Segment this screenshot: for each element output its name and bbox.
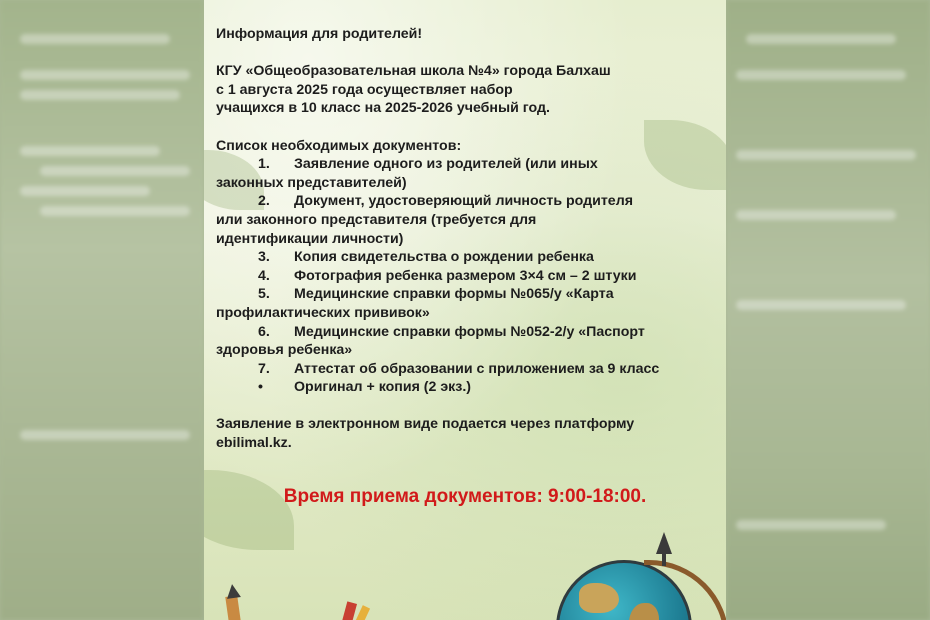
poster-text xyxy=(216,25,716,453)
pencil-illustration xyxy=(225,595,242,620)
red-pencil-illustration xyxy=(337,601,357,620)
list-item: 3. Копия свидетельства о рождении ребенка xyxy=(258,249,594,266)
globe-meridian-illustration xyxy=(644,560,726,620)
intro-line-2: с 1 августа 2025 года осуществляет набор xyxy=(216,81,513,98)
reception-time: Время приема документов: 9:00-18:00. xyxy=(283,486,647,507)
documents-list xyxy=(216,155,716,397)
intro-line-1: КГУ «Общеобразовательная школа №4» города Балхаш xyxy=(216,63,611,80)
online-application-line-1: Заявление в электронном виде подается через платформу xyxy=(216,416,635,433)
globe-axis-illustration xyxy=(662,552,666,566)
list-item-continuation: законных представителей) xyxy=(216,174,407,191)
list-item: 4. Фотография ребенка размером 3×4 см – 2 штуки xyxy=(258,267,637,284)
list-item: 1. Заявление одного из родителей (или иных xyxy=(258,156,598,173)
list-item: 7. Аттестат об образовании с приложением за 9 класс xyxy=(258,360,660,377)
list-item-continuation: идентификации личности) xyxy=(216,230,404,247)
online-application-line-2: ebilimal.kz. xyxy=(216,435,292,452)
blurred-right-background xyxy=(726,0,930,620)
documents-list-title: Список необходимых документов: xyxy=(216,137,462,154)
list-item-continuation: или законного представителя (требуется для xyxy=(216,211,537,228)
list-item: 5. Медицинские справки формы №065/у «Карта xyxy=(258,286,614,303)
pencil-tip-illustration xyxy=(225,583,241,599)
list-item-continuation: здоровья ребенка» xyxy=(216,342,353,359)
announcement-poster xyxy=(204,0,726,620)
intro-line-3: учащихся в 10 класс на 2025-2026 учебный год. xyxy=(216,100,550,117)
list-item-continuation: профилактических прививок» xyxy=(216,304,430,321)
globe-spike-icon xyxy=(656,532,672,554)
list-item: 2. Документ, удостоверяющий личность родителя xyxy=(258,193,633,210)
poster-heading: Информация для родителей! xyxy=(216,26,423,42)
list-item: 6. Медицинские справки формы №052-2/у «Паспорт xyxy=(258,323,645,340)
blurred-left-background xyxy=(0,0,204,620)
list-item-bullet: • Оригинал + копия (2 экз.) xyxy=(258,379,471,396)
